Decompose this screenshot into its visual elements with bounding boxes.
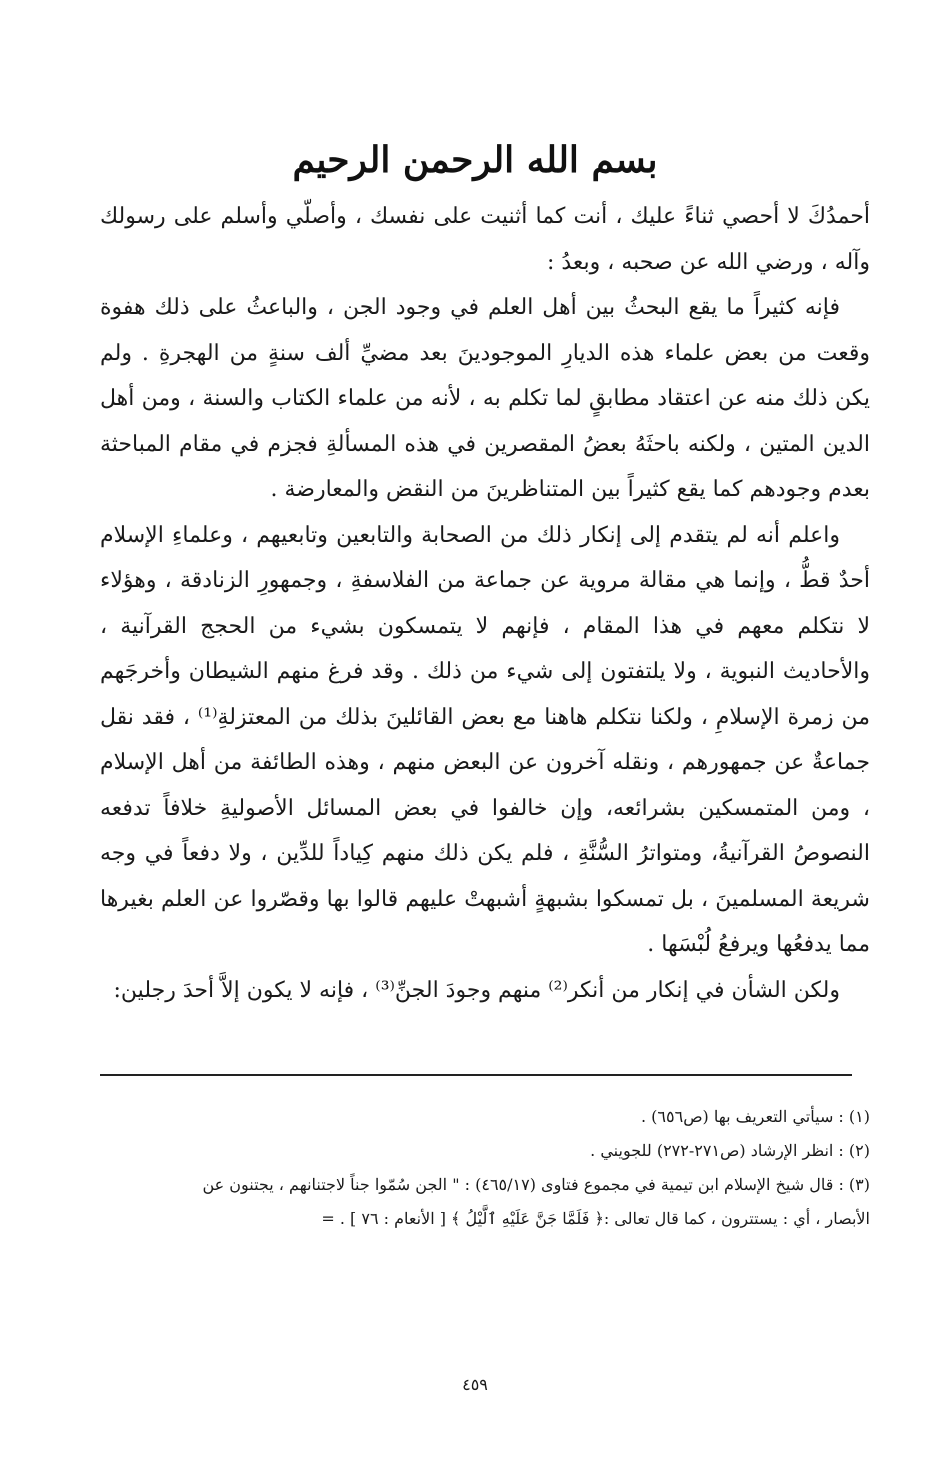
footnote-2: (٢) : انظر الإرشاد (ص٢٧١-٢٧٢) للجويني . [590, 1141, 870, 1160]
page-number: ٤٥٩ [462, 1375, 488, 1394]
paragraph-opening: أحمدُكَ لا أحصي ثناءً عليك ، أنت كما أثنيت على نفسك ، وأصلّي وأسلم على رسولك وآله ، ورضي الله عن صحبه ، وبعدُ : [100, 204, 871, 275]
main-text [100, 194, 870, 1013]
page-title: بسم الله الرحمن الرحيم [292, 139, 658, 181]
footnotes [100, 1102, 870, 1234]
footnote-3: (٣) : قال شيخ الإسلام ابن تيمية في مجموع فتاوى (٤٦٥/١٧) : " الجن سُمّوا جناً لاجتنانهم ، يجتنون عن [202, 1175, 870, 1194]
footnote-1: (١) : سيأتي التعريف بها (ص٦٥٦) . [640, 1107, 870, 1126]
footnote-3-continuation: الأبصار ، أي : يستترون ، كما قال تعالى :﴿ فَلَمَّا جَنَّ عَلَيْهِ ٱلَّيْلُ ﴾ [ الأنعام : ٧٦ ] . = [321, 1209, 870, 1228]
paragraph-conclusion: ولكن الشأن في إنكار من أنكر⁽²⁾ منهم وجودَ الجنِّ⁽³⁾ ، فإنه لا يكون إلاَّ أحدَ رجلين: [113, 977, 840, 1003]
footnote-separator [100, 1074, 852, 1076]
paragraph-denial-history: واعلم أنه لم يتقدم إلى إنكار ذلك من الصحابة والتابعين وتابعيهم ، وعلماءِ الإسلام أحدٌ قطُّ ، وإنما هي مقالة مروية عن جماعة من الفلاسفةِ ، وجمهورِ الزنادقة ، وهؤلاء لا نتكلم معهم في هذا المقام ، فإنهم لا يتمسكون بشيء من الحجج القرآنية ، والأحاديث النبوية ، ولا يلتفتون إلى شيء من ذلك . وقد فرغ منهم الشيطان وأخرجَهم من زمرة الإسلامِ ، ولكنا نتكلم هاهنا مع بعض القائلينَ بذلك من المعتزلةِ⁽¹⁾ ، فقد نقل جماعةٌ عن جمهورهم ، ونقله آخرون عن البعض منهم ، وهذه الطائفة من أهل الإسلام ، ومن المتمسكين بشرائعه، وإن خالفوا في بعض المسائل الأصوليةِ خلافاً تدفعه النصوصُ القرآنيةُ، ومتواترُ السُّنَّةِ ، فلم يكن ذلك منهم كِياداً للدِّين ، ولا دفعاً في وجه شريعة المسلمينَ ، بل تمسكوا بشبهةٍ أشبهتْ عليهم قالوا بها وقصّروا عن العلم بغيرها مما يدفعُها ويرفعُ لُبْسَها . [100, 522, 871, 957]
paragraph-jinn-debate: فإنه كثيراً ما يقع البحثُ بين أهل العلم في وجود الجن ، والباعثُ على ذلك هفوة وقعت من بعض علماء هذه الديارِ الموجودينَ بعد مضيِّ ألف سنةٍ من الهجرةِ . ولم يكن ذلك منه عن اعتقاد مطابقٍ لما تكلم به ، لأنه من علماء الكتاب والسنة ، ومن أهل الدين المتين ، ولكنه باحثَهُ بعضُ المقصرين في هذه المسألةِ فجزم في مقام المباحثة بعدم وجودهم كما يقع كثيراً بين المتناظرينَ من النقض والمعارضة . [100, 295, 870, 502]
